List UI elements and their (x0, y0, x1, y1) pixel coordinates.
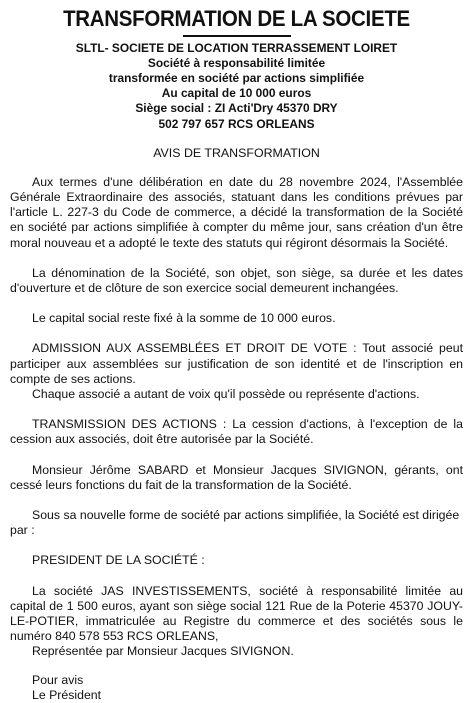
paragraph-deliberation: Aux termes d'une délibération en date du 28 novembre 2024, l'Assemblée Générale Extraordinaire des associés, statuant dans les conditions prévues par l'article L. 227-3 du Code de commerce, a décidé la transformation de la Société en société par actions simplifiée à compter du même jour, sans création d'un être moral nouveau et a adopté le texte des statuts qui régiront désormais la Société. (10, 174, 463, 250)
paragraph-direction: Sous sa nouvelle forme de société par actions simplifiée, la Société est dirigée par : (10, 507, 460, 538)
company-header (10, 41, 463, 132)
paragraph-unchanged: La dénomination de la Société, son objet, son siège, sa durée et les dates d'ouverture et de clôture de son exercice social demeurent inchangées. (10, 265, 463, 295)
company-address: Siège social : ZI Acti'Dry 45370 DRY (135, 101, 338, 116)
heading-underline (183, 35, 291, 37)
notice-title: AVIS DE TRANSFORMATION (153, 145, 320, 160)
paragraph-voting: Chaque associé a autant de voix qu'il possède ou représente d'actions. (32, 386, 420, 401)
notice-heading: TRANSFORMATION DE LA SOCIETE (63, 6, 410, 31)
company-capital: Au capital de 10 000 euros (161, 86, 312, 101)
paragraph-admission: ADMISSION AUX ASSEMBLÉES ET DROIT DE VOTE : Tout associé peut participer aux assemblées sur justification de son identité et de l'inscription en compte de ses actions. (10, 341, 463, 386)
company-transformation: transformée en société par actions simplifiée (108, 70, 365, 85)
company-form: Société à responsabilité limitée (147, 55, 326, 70)
signature-role: Le Président (32, 687, 102, 702)
company-registration: 502 797 657 RCS ORLEANS (158, 116, 315, 131)
paragraph-president: La société JAS INVESTISSEMENTS, société à responsabilité limitée au capital de 1 500 euros, ayant son siège social 121 Rue de la Poterie 45370 JOUY-LE-POTIER, immatriculée au Registre du commerce et des sociétés sous le numéro 840 578 553 RCS ORLEANS, (10, 583, 463, 644)
notice-body (10, 175, 463, 660)
paragraph-president-heading: PRESIDENT DE LA SOCIÉTÉ : (32, 553, 205, 568)
signature-for-notice: Pour avis (32, 672, 84, 687)
paragraph-managers: Monsieur Jérôme SABARD et Monsieur Jacques SIVIGNON, gérants, ont cessé leurs fonctions du fait de la transformation de la Société. (10, 462, 463, 492)
company-name: SLTL- SOCIETE DE LOCATION TERRASSEMENT LOIRET (75, 40, 398, 55)
paragraph-represented: Représentée par Monsieur Jacques SIVIGNON. (32, 644, 294, 659)
paragraph-capital: Le capital social reste fixé à la somme de 10 000 euros. (32, 311, 336, 326)
paragraph-transmission: TRANSMISSION DES ACTIONS : La cession d'actions, à l'exception de la cession aux associés, doit être autorisée par la Société. (10, 417, 463, 447)
signature (10, 673, 463, 703)
